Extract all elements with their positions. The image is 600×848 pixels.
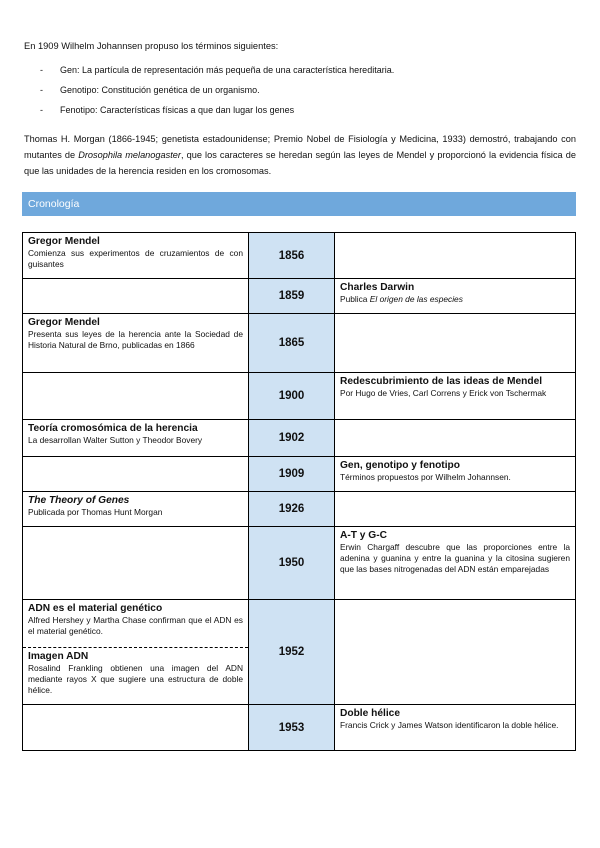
year-1909: 1909 [248, 456, 335, 492]
event-mendel-1856 [22, 232, 249, 279]
year-1856: 1856 [248, 232, 335, 279]
empty-cell [22, 704, 249, 751]
event-desc: Publicada por Thomas Hunt Morgan [28, 507, 163, 517]
paragraph-part: , que los caracteres se heredan según las leyes de Mendel y proporcionó la evidencia física de que las unidades de la herencia residen en los cromosomas. [24, 150, 576, 176]
morgan-paragraph [24, 131, 576, 179]
event-atgc-1950 [334, 526, 576, 600]
event-rediscovery-1900 [334, 372, 576, 420]
event-title: Imagen ADN [28, 651, 89, 662]
year-1953: 1953 [248, 704, 335, 751]
terms-list [24, 64, 576, 124]
year-1859: 1859 [248, 278, 335, 314]
bullet-dash: - [40, 105, 43, 115]
event-title: ADN es el material genético [28, 603, 163, 614]
bullet-dash: - [40, 65, 43, 75]
event-darwin-1859 [334, 278, 576, 314]
event-mendel-1865 [22, 313, 249, 373]
empty-cell [22, 456, 249, 492]
book-title: El origen de las especies [369, 294, 463, 304]
empty-cell [334, 313, 576, 373]
intro-text: En 1909 Wilhelm Johannsen propuso los términos siguientes: [24, 41, 279, 51]
event-title: Teoría cromosómica de la herencia [28, 423, 198, 434]
event-theory-1926 [22, 491, 249, 527]
event-desc: Rosalind Frankling obtienen una imagen del ADN mediante rayos X que sugiere una estructura de doble hélice. [28, 663, 243, 695]
year-1865: 1865 [248, 313, 335, 373]
term-genotipo: Genotipo: Constitución genética de un organismo. [60, 85, 260, 95]
event-chromosome-1902 [22, 419, 249, 457]
event-desc: Comienza sus experimentos de cruzamientos de con guisantes [28, 248, 243, 269]
term-fenotipo: Fenotipo: Características físicas a que dan lugar los genes [60, 105, 295, 115]
event-title: Charles Darwin [340, 282, 415, 293]
event-desc: Por Hugo de Vries, Carl Correns y Erick von Tschermak [340, 388, 547, 398]
empty-cell [334, 232, 576, 279]
empty-cell [334, 599, 576, 705]
term-gen: Gen: La partícula de representación más pequeña de una característica hereditaria. [60, 65, 395, 75]
event-desc [340, 294, 570, 305]
event-desc: Términos propuestos por Wilhelm Johannsen. [340, 472, 511, 482]
event-desc: Presenta sus leyes de la herencia ante la Sociedad de Historia Natural de Brno, publicadas en 1866 [28, 329, 243, 350]
empty-cell [22, 372, 249, 420]
paragraph-part: Thomas H. Morgan (1866-1945; genetista estadounidense; Premio Nobel de Fisiología y Medicina, 1933) demostró, trabajando con mutantes de [24, 134, 576, 160]
empty-cell [22, 278, 249, 314]
species-name: Drosophila melanogaster [78, 150, 181, 160]
event-helix-1953 [334, 704, 576, 751]
event-gene-1909 [334, 456, 576, 492]
year-1952: 1952 [248, 599, 335, 705]
event-desc: Erwin Chargaff descubre que las proporciones entre la adenina y guanina y entre la guanina y la citosina sugieren que las bases nitrogenadas del ADN están emparejadas [340, 542, 570, 574]
event-title: Gregor Mendel [28, 317, 100, 328]
empty-cell [22, 526, 249, 600]
desc-part: Publica [340, 294, 370, 304]
event-title: A-T y G-C [340, 530, 387, 541]
list-item [24, 64, 576, 84]
section-header-cronologia: Cronología [22, 192, 576, 216]
event-desc: Alfred Hershey y Martha Chase confirman que el ADN es el material genético. [28, 615, 243, 636]
event-title: Gregor Mendel [28, 236, 100, 247]
event-title: Redescubrimiento de las ideas de Mendel [340, 376, 543, 387]
bullet-dash: - [40, 85, 43, 95]
empty-cell [334, 419, 576, 457]
event-image-1952 [23, 647, 248, 698]
event-title: Doble hélice [340, 708, 401, 719]
year-1900: 1900 [248, 372, 335, 420]
event-desc: La desarrollan Walter Sutton y Theodor Bovery [28, 435, 203, 445]
list-item [24, 84, 576, 104]
event-desc: Francis Crick y James Watson identificaron la doble hélice. [340, 720, 559, 730]
list-item [24, 104, 576, 124]
event-title: Gen, genotipo y fenotipo [340, 460, 460, 471]
event-title: The Theory of Genes [28, 495, 130, 506]
year-1926: 1926 [248, 491, 335, 527]
year-1950: 1950 [248, 526, 335, 600]
empty-cell [334, 491, 576, 527]
year-1902: 1902 [248, 419, 335, 457]
event-dna-1952 [22, 599, 249, 705]
